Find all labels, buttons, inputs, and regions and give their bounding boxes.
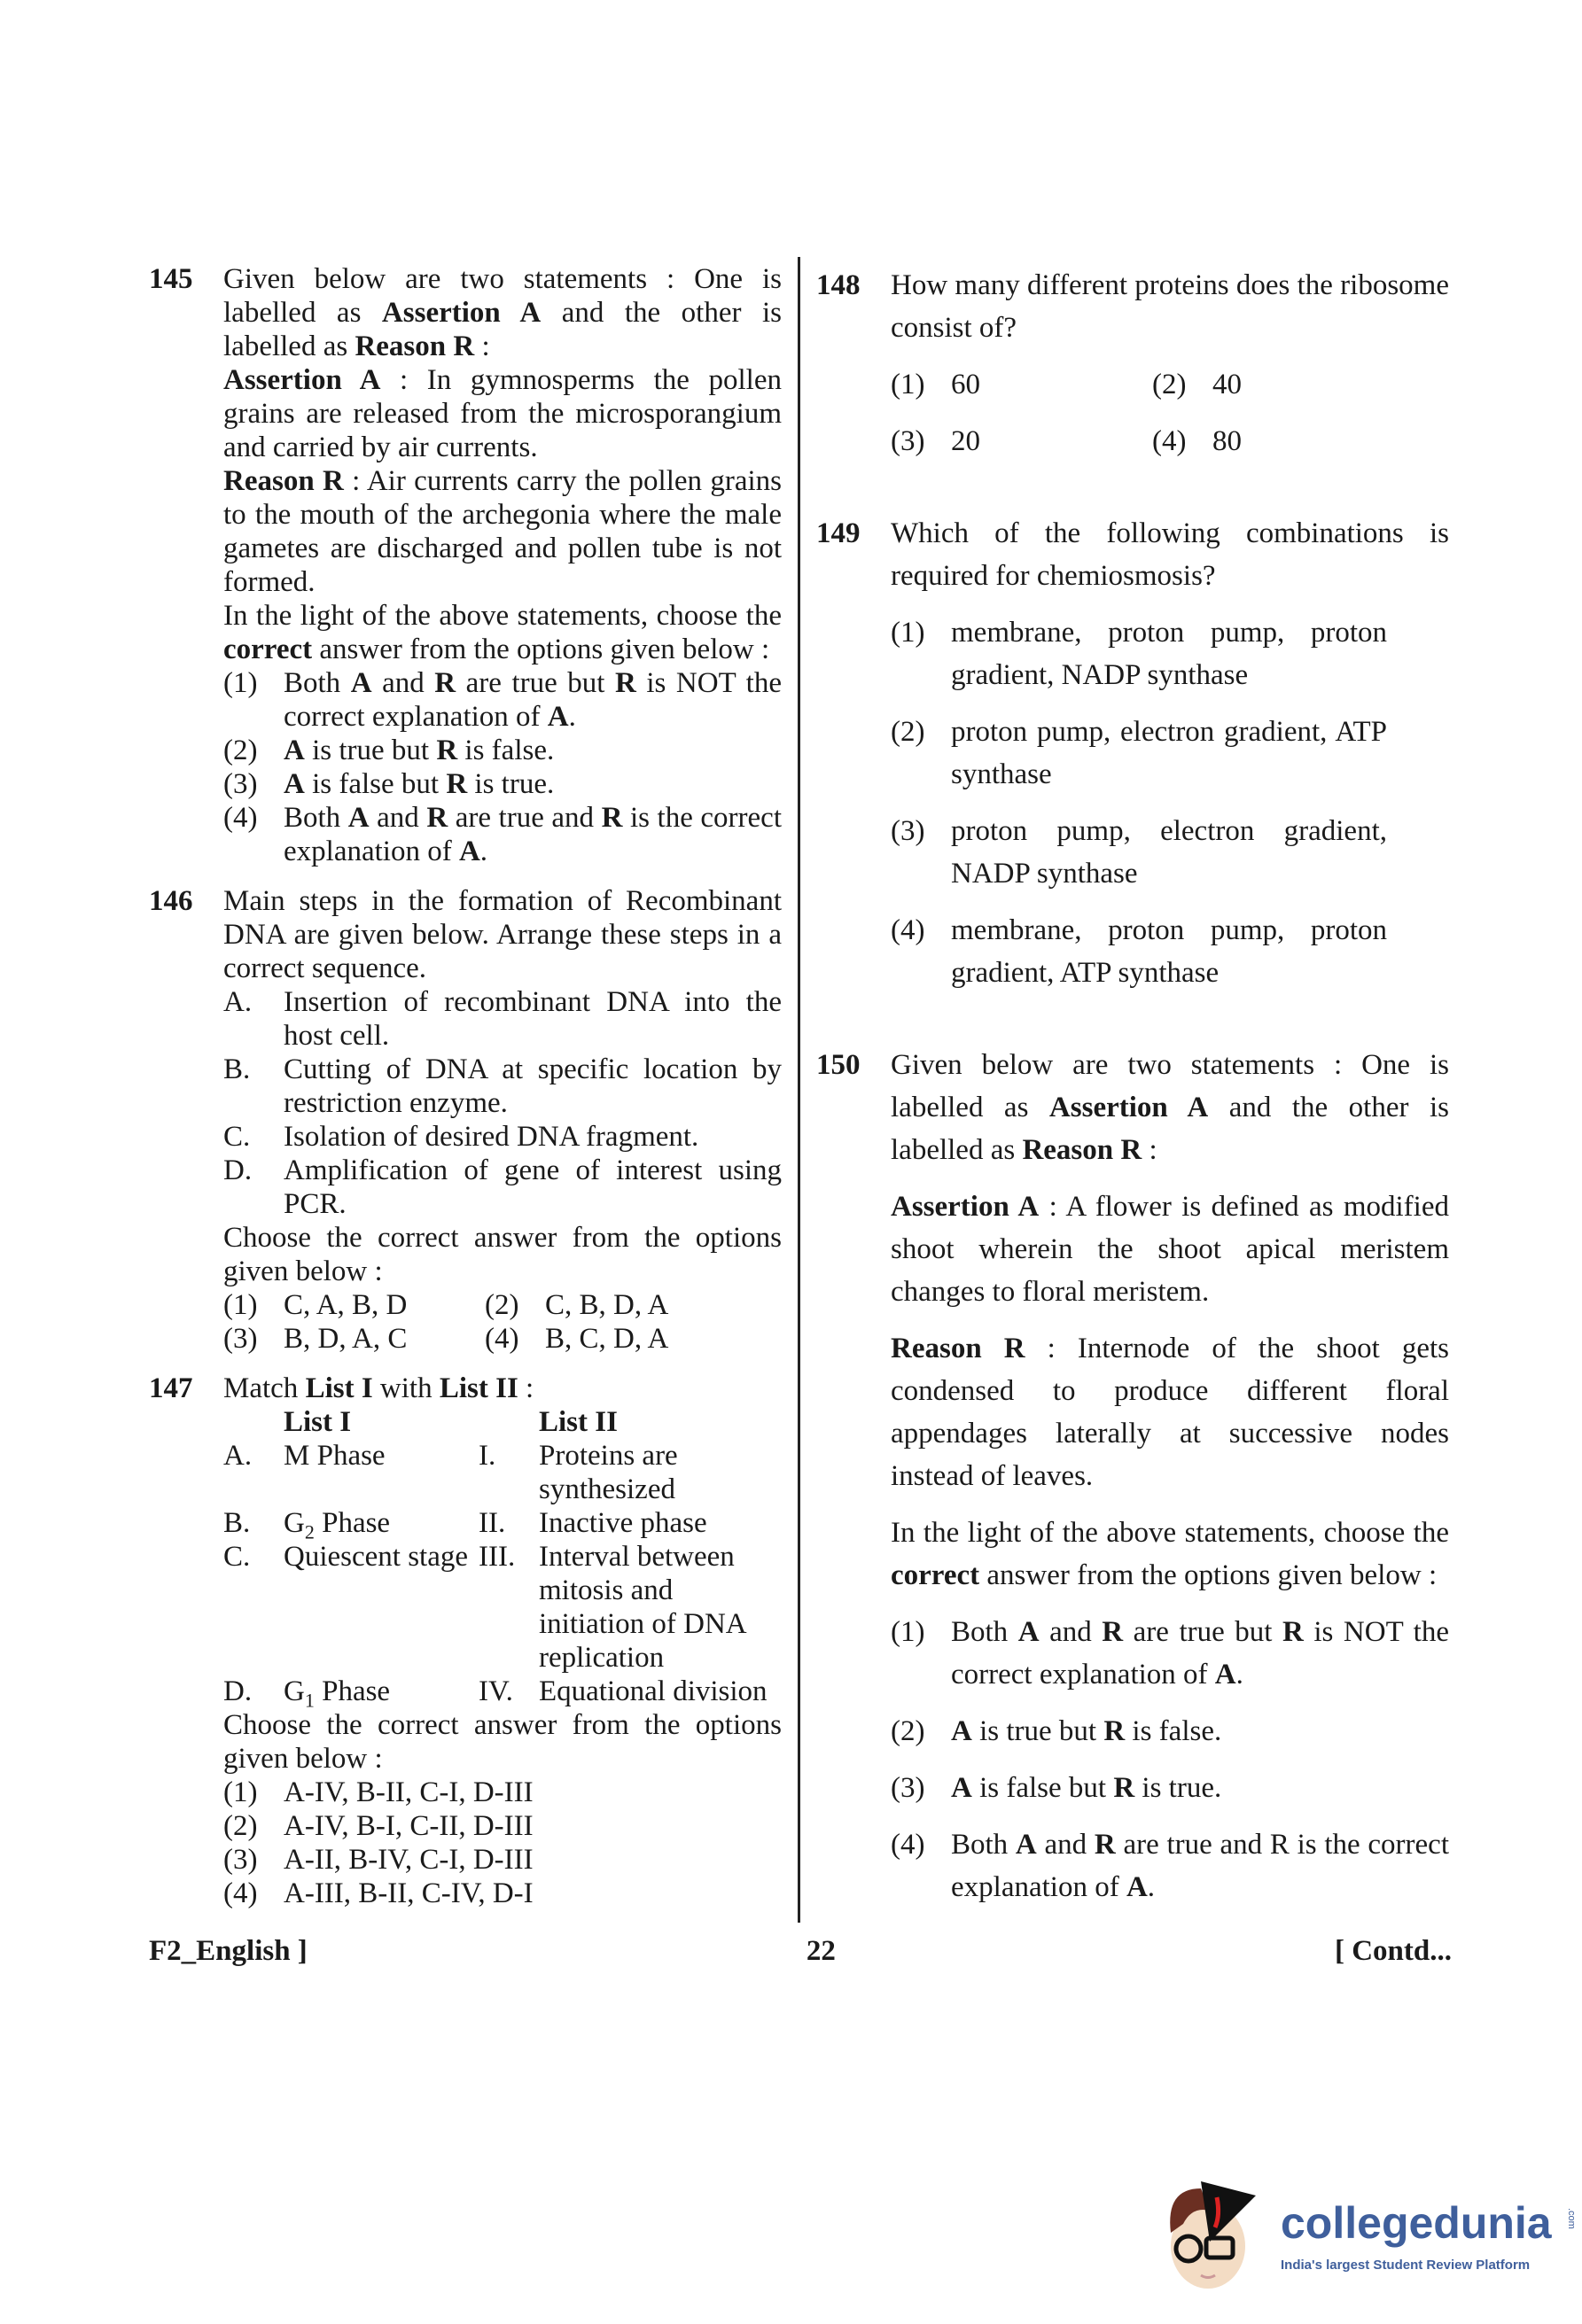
text-segment: R [1282, 1616, 1304, 1648]
option-label: (3) [223, 768, 258, 800]
option-label: C. [223, 1121, 251, 1153]
text-segment: : Air currents carry the pollen grains to the mouth of the archegonia where the male gametes are discharged and pollen tube is not formed. [223, 465, 782, 598]
option [223, 666, 782, 734]
statement-paragraph [891, 1512, 1449, 1597]
question-147 [149, 1372, 782, 1910]
question-number: 145 [149, 263, 193, 295]
text-segment: Assertion A [381, 297, 542, 329]
option [223, 767, 782, 801]
option-text: C, B, D, A [545, 1289, 669, 1321]
text-segment: A [284, 735, 305, 766]
option-text: Isolation of desired DNA fragment. [284, 1121, 699, 1153]
question-body [891, 1044, 1449, 1908]
option [1152, 363, 1414, 406]
text-segment: Given below are two statements : One is labelled as [891, 1049, 1449, 1123]
text-segment: . [479, 836, 488, 867]
left-column [149, 257, 800, 1923]
text-segment: is the correct explanation of [284, 802, 782, 867]
question-146 [149, 884, 782, 1356]
option-text: Cutting of DNA at specific location by restriction enzyme. [284, 1053, 782, 1119]
text-segment: R [1094, 1829, 1116, 1861]
text-segment: R [426, 802, 448, 834]
text-segment: R [434, 667, 456, 699]
footer-contd: [ Contd... [1334, 1935, 1452, 1967]
text-segment: . [1235, 1659, 1243, 1691]
option-label: (1) [223, 1776, 258, 1808]
option-text: membrane, proton pump, proton gradient, NADP synthase [951, 617, 1387, 691]
option-label: (2) [891, 716, 925, 748]
option-label: (4) [891, 914, 925, 946]
option-label: (2) [1152, 369, 1187, 400]
list1-text-suffix: Phase [314, 1675, 391, 1707]
option [891, 1823, 1449, 1908]
text-segment: A [951, 1772, 972, 1804]
option-text: C, A, B, D [284, 1289, 408, 1321]
text-segment: Reason R [223, 465, 344, 497]
text-segment: : In gymnosperms the pollen grains are released from the microsporangium and carried by air currents. [223, 364, 782, 463]
list2-text: Proteins are synthesized [539, 1440, 678, 1505]
question-148 [816, 264, 1449, 477]
option-text: membrane, proton pump, proton gradient, ATP synthase [951, 914, 1387, 989]
option [223, 1809, 782, 1843]
text-segment: Both [951, 1829, 1016, 1861]
question-text: How many different proteins does the ribosome consist of? [891, 269, 1449, 344]
text-segment: Assertion A [891, 1191, 1040, 1223]
text-segment: is true. [1134, 1772, 1222, 1804]
text-segment: : [1142, 1134, 1157, 1166]
text-segment: List I [305, 1372, 373, 1404]
text-segment: Reason R [355, 330, 475, 362]
option-label: (3) [223, 1323, 258, 1355]
question-number: 146 [149, 885, 193, 917]
text-segment: and [1039, 1616, 1103, 1648]
text-segment: R [1102, 1616, 1124, 1648]
page-number: 22 [806, 1935, 836, 1967]
question-body [223, 262, 782, 868]
list1-header: List I [284, 1406, 352, 1438]
two-column-layout [149, 257, 1452, 1923]
option [223, 1154, 782, 1221]
option-label: (3) [891, 815, 925, 847]
list2-text: Interval between mitosis and initiation of DNA replication [539, 1541, 745, 1674]
text-segment: A [1015, 1829, 1037, 1861]
option-label: (4) [223, 1877, 258, 1909]
option [891, 1767, 1449, 1809]
list1-item [284, 1506, 479, 1543]
option [485, 1322, 746, 1356]
statement-paragraph [891, 1185, 1449, 1313]
question-number: 149 [816, 517, 861, 549]
list1-text-suffix: Phase [314, 1507, 391, 1539]
option-text: 40 [1212, 369, 1242, 400]
list1-label: B. [223, 1507, 251, 1539]
list2-label: I. [479, 1440, 496, 1472]
option-label: (1) [223, 667, 258, 699]
text-segment: is false. [457, 735, 555, 766]
text-segment: answer from the options given below : [312, 633, 770, 665]
option-text [284, 734, 782, 767]
text-segment: are true and R is the correct explanation of [951, 1829, 1449, 1903]
option [1152, 420, 1414, 462]
option-label: B. [223, 1053, 251, 1085]
statement-paragraph [223, 262, 782, 363]
option [223, 985, 782, 1053]
text-segment: A [951, 1715, 972, 1747]
list1-text: G [284, 1507, 305, 1539]
list2-text: Inactive phase [539, 1507, 707, 1539]
text-segment: R [1113, 1772, 1135, 1804]
subscript: 1 [304, 1689, 315, 1712]
text-segment: A [1126, 1871, 1148, 1903]
question-text: Which of the following combinations is required for chemiosmosis? [891, 517, 1449, 592]
options-list [891, 363, 1449, 477]
option-text: A-IV, B-I, C-II, D-III [284, 1810, 534, 1842]
option [223, 801, 782, 868]
option [891, 1710, 1449, 1753]
text-segment: correct [223, 633, 313, 665]
text-segment: R [436, 735, 458, 766]
option-label: (1) [891, 369, 925, 400]
option-label: (1) [891, 1616, 925, 1648]
option-text: A-IV, B-II, C-I, D-III [284, 1776, 534, 1808]
question-paragraphs [891, 1044, 1449, 1597]
option-label: (4) [891, 1829, 925, 1861]
text-segment: is NOT the correct explanation of [951, 1616, 1449, 1691]
option-label: (2) [223, 735, 258, 766]
text-segment: and [371, 667, 435, 699]
option-text: 80 [1212, 425, 1242, 457]
option-label: (2) [485, 1289, 519, 1321]
question-number: 148 [816, 269, 861, 301]
text-segment: and [369, 802, 427, 834]
brand-name: collegedunia [1281, 2198, 1552, 2248]
option [891, 810, 1387, 895]
text-segment: is true but [304, 735, 437, 766]
question-number: 150 [816, 1049, 861, 1081]
list2-label: III. [479, 1541, 516, 1573]
text-segment: Both [284, 802, 348, 834]
question-body [891, 512, 1449, 994]
option-label: (3) [223, 1844, 258, 1876]
question-paragraphs [223, 262, 782, 666]
brand-tld: .com [1566, 2208, 1577, 2229]
brand-tagline: India's largest Student Review Platform [1281, 2258, 1531, 2273]
list1-label: A. [223, 1440, 253, 1472]
question-prompt: Choose the correct answer from the options given below : [223, 1709, 782, 1775]
statement-paragraph [891, 1327, 1449, 1497]
text-segment: Both [284, 667, 351, 699]
steps-list [223, 985, 782, 1221]
option [223, 734, 782, 767]
option-label: (4) [223, 802, 258, 834]
match-table [223, 1405, 782, 1712]
text-segment: correct [891, 1559, 980, 1591]
text-segment: answer from the options given below : [979, 1559, 1438, 1591]
list1-text: G [284, 1675, 305, 1707]
option-text [951, 1710, 1449, 1753]
text-segment: and the other is labelled as [891, 1092, 1449, 1166]
text-segment: is true but [971, 1715, 1104, 1747]
list1-item [284, 1540, 479, 1675]
page-footer [149, 1935, 1452, 1968]
question-text: Main steps in the formation of Recombinant DNA are given below. Arrange these steps in a correct sequence. [223, 885, 782, 984]
option [223, 1120, 782, 1154]
subscript: 2 [304, 1520, 315, 1543]
text-segment: : Internode of the shoot gets condensed to produce different floral appendages laterally at successive nodes instead of leaves. [891, 1333, 1449, 1492]
list1-item [284, 1675, 479, 1712]
text-segment: A [547, 701, 569, 733]
spacer [479, 1405, 539, 1439]
option [223, 1877, 782, 1910]
option-text: B, C, D, A [545, 1323, 669, 1355]
statement-paragraph [891, 1044, 1449, 1171]
text-segment: Assertion A [1048, 1092, 1209, 1123]
list2-header: List II [539, 1406, 618, 1438]
list2-label: IV. [479, 1675, 513, 1707]
statement-paragraph [223, 599, 782, 666]
option [891, 909, 1387, 994]
option [891, 420, 1152, 462]
question-number: 147 [149, 1372, 193, 1404]
mascot-icon [1157, 2162, 1263, 2295]
list1-label: C. [223, 1541, 251, 1573]
text-segment: is false but [971, 1772, 1114, 1804]
text-segment: is true. [467, 768, 555, 800]
collegedunia-logo [1157, 2162, 1577, 2295]
statement-paragraph [223, 464, 782, 599]
text-segment: A [284, 768, 305, 800]
option-text: proton pump, electron gradient, NADP synthase [951, 815, 1387, 890]
right-column [800, 257, 1449, 1923]
option-text: Insertion of recombinant DNA into the host cell. [284, 986, 782, 1052]
options-list [891, 611, 1387, 994]
list1-label: D. [223, 1675, 253, 1707]
option [223, 1843, 782, 1877]
list2-text: Equational division [539, 1675, 768, 1707]
options-list [223, 1288, 782, 1356]
text-segment: A [1017, 1616, 1040, 1648]
option-label: (4) [485, 1323, 519, 1355]
text-segment: are true but [456, 667, 616, 699]
text-segment: with [372, 1372, 440, 1404]
options-list [223, 666, 782, 868]
text-segment: A [1214, 1659, 1236, 1691]
text-segment: R [446, 768, 468, 800]
text-segment: R [615, 667, 636, 699]
question-body [891, 264, 1449, 477]
option-label: (1) [891, 617, 925, 649]
text-segment: Given below are two statements : One is labelled as [223, 263, 782, 329]
option-text [284, 801, 782, 868]
option-label: (1) [223, 1289, 258, 1321]
text-segment: A [350, 667, 372, 699]
text-segment: List II [439, 1372, 518, 1404]
option-text: A-III, B-II, C-IV, D-I [284, 1877, 534, 1909]
text-segment: . [568, 701, 576, 733]
spacer [223, 1405, 284, 1439]
text-segment: and the other is labelled as [223, 297, 782, 362]
question-145 [149, 262, 782, 868]
option-text [951, 1823, 1449, 1908]
footer-code: F2_English ] [149, 1935, 308, 1967]
option-text [284, 767, 782, 801]
list1-item [284, 1439, 479, 1506]
option-label: (3) [891, 425, 925, 457]
text-segment: are true and [448, 802, 602, 834]
question-body [223, 1372, 782, 1910]
option-label: (4) [1152, 425, 1187, 457]
option-text: proton pump, electron gradient, ATP synthase [951, 716, 1387, 790]
option [891, 711, 1387, 796]
statement-paragraph [223, 363, 782, 464]
option [223, 1322, 485, 1356]
question-prompt: Choose the correct answer from the options given below : [223, 1222, 782, 1287]
text-segment: is false but [304, 768, 447, 800]
list1-text: Quiescent stage [284, 1541, 469, 1573]
question-body [223, 884, 782, 1356]
list2-label: II. [479, 1507, 506, 1539]
option [223, 1288, 485, 1322]
option [223, 1776, 782, 1809]
text-segment: Reason R [891, 1333, 1025, 1364]
option-text: 60 [951, 369, 980, 400]
option-label: A. [223, 986, 253, 1018]
option [485, 1288, 746, 1322]
text-segment: R [601, 802, 623, 834]
options-list [891, 1611, 1449, 1908]
text-segment: is false. [1125, 1715, 1222, 1747]
option-text [951, 1767, 1449, 1809]
option-text [951, 1611, 1449, 1696]
text-segment: Reason R [1022, 1134, 1142, 1166]
question-150 [816, 1044, 1449, 1908]
option-label: D. [223, 1154, 253, 1186]
option-text [284, 666, 782, 734]
option-text: Amplification of gene of interest using PCR. [284, 1154, 782, 1220]
exam-page [149, 257, 1452, 1968]
option-label: (2) [223, 1810, 258, 1842]
option-label: (2) [891, 1715, 925, 1747]
text-segment: and [1036, 1829, 1095, 1861]
question-149 [816, 512, 1449, 994]
option-text: A-II, B-IV, C-I, D-III [284, 1844, 534, 1876]
option-text: 20 [951, 425, 980, 457]
option-label: (3) [891, 1772, 925, 1804]
text-segment: In the light of the above statements, choose the [891, 1517, 1449, 1549]
text-segment: In the light of the above statements, choose the [223, 600, 782, 632]
text-segment: : [518, 1372, 534, 1404]
text-segment: : [474, 330, 490, 362]
text-segment: R [1103, 1715, 1126, 1747]
text-segment: . [1147, 1871, 1156, 1903]
option [891, 363, 1152, 406]
option [223, 1053, 782, 1120]
list1-text: M Phase [284, 1440, 386, 1472]
text-segment: are true but [1123, 1616, 1283, 1648]
text-segment: Both [951, 1616, 1018, 1648]
text-segment: A [458, 836, 480, 867]
options-list [223, 1776, 782, 1910]
text-segment: : A flower is defined as modified shoot wherein the shoot apical meristem changes to floral meristem. [891, 1191, 1449, 1308]
option [891, 1611, 1449, 1696]
question-text [223, 1372, 782, 1405]
text-segment: Match [223, 1372, 306, 1404]
option [891, 611, 1387, 696]
text-segment: A [347, 802, 370, 834]
option-text: B, D, A, C [284, 1323, 408, 1355]
text-segment: Assertion A [223, 364, 381, 396]
text-segment: is NOT the correct explanation of [284, 667, 782, 733]
